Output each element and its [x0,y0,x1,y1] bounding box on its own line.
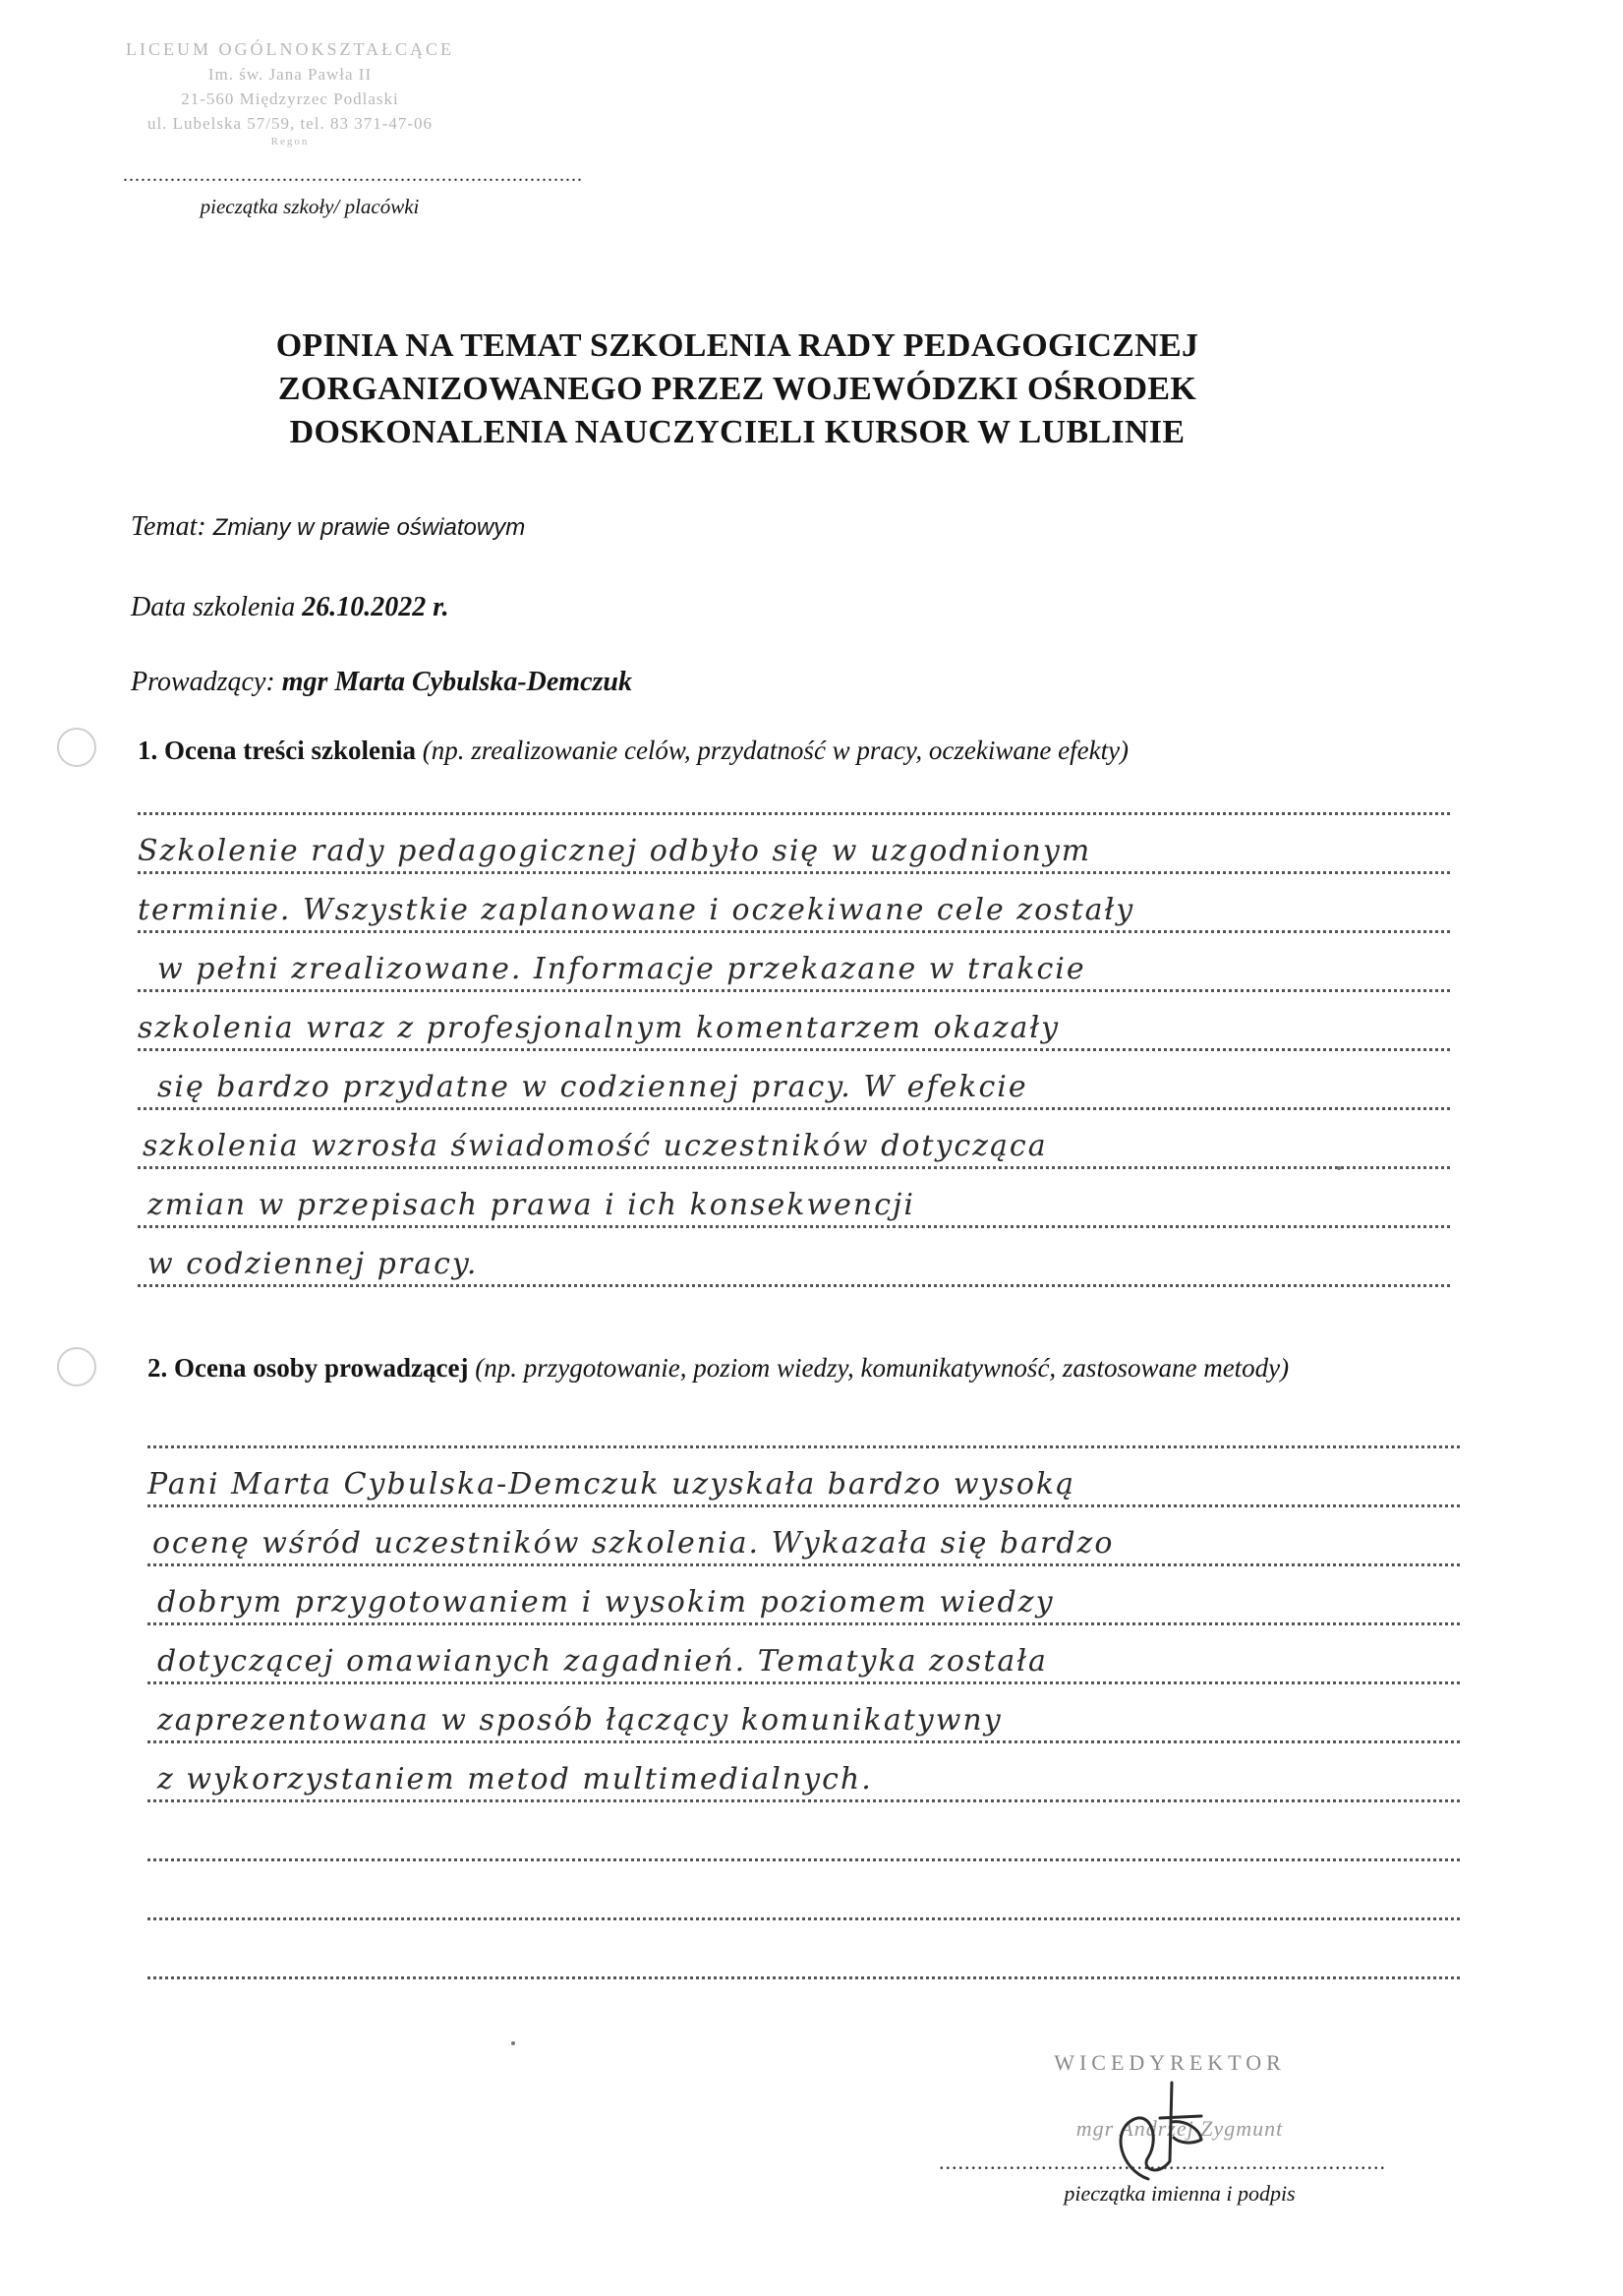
writing-line [147,1976,1460,1979]
school-stamp-line: LICEUM OGÓLNOKSZTAŁCĄCE [125,39,455,59]
section2-title: 2. Ocena osoby prowadzącej [147,1353,469,1383]
writing-line [147,1917,1460,1920]
section1-hint: (np. zrealizowanie celów, przydatność w pracy, oczekiwane efekty) [422,736,1130,765]
writing-line [138,1048,1450,1051]
date-label: Data szkolenia [131,592,296,622]
handwritten-line: dobrym przygotowaniem i wysokim poziomem wiedzy [157,1585,1055,1619]
section1-title: 1. Ocena treści szkolenia [138,736,416,765]
school-stamp-line: Im. św. Jana Pawła II [207,65,373,84]
topic-row [131,511,525,543]
title-line: OPINIA NA TEMAT SZKOLENIA RADY PEDAGOGICZNEJ [275,327,1199,364]
writing-line [138,812,1450,815]
section2-heading [147,1349,1465,1386]
writing-line [138,1107,1450,1110]
writing-line [147,1622,1460,1625]
writing-line [138,989,1450,992]
writing-line [147,1740,1460,1743]
leader-value: mgr Marta Cybulska-Demczuk [281,667,632,697]
writing-line [147,1799,1460,1802]
stamp-name: mgr Andrzej Zygmunt [1075,2116,1284,2141]
handwritten-line: w codziennej pracy. [147,1247,479,1281]
signature-dotted-line: ...................................................................... [939,2149,1386,2174]
writing-line [147,1858,1460,1861]
handwritten-line: szkolenia wzrosła świadomość uczestników dotycząca [143,1129,1048,1163]
handwritten-line: się bardzo przydatne w codziennej pracy. W efekcie [157,1070,1028,1104]
writing-line [138,1225,1450,1228]
section1-heading [138,732,1455,769]
handwritten-line: w pełni zrealizowane. Informacje przekazane w trakcie [157,952,1086,986]
writing-line [138,930,1450,933]
document-title [147,324,1327,454]
writing-line [147,1563,1460,1566]
writing-line [147,1445,1460,1448]
topic-value: Zmiany w prawie oświatowym [212,514,526,541]
handwritten-line: z wykorzystaniem metod multimedialnych. [157,1762,873,1796]
handwritten-line: szkolenia wraz z profesjonalnym komentarzem okazały [138,1011,1061,1045]
school-stamp [93,37,487,147]
ink-dot [511,2041,515,2045]
title-line: ZORGANIZOWANEGO PRZEZ WOJEWÓDZKI OŚRODEK [277,371,1197,407]
writing-line [147,1681,1460,1684]
date-row [131,592,449,623]
handwritten-line: ocenę wśród uczestników szkolenia. Wykazała się bardzo [152,1526,1115,1560]
handwritten-line: Pani Marta Cybulska-Demczuk uzyskała bardzo wysoką [147,1467,1075,1501]
writing-line [138,1284,1450,1287]
date-value: 26.10.2022 r. [302,592,449,622]
handwritten-line: dotyczącej omawianych zagadnień. Tematyka została [157,1644,1048,1678]
stamp-position-title: WICEDYREKTOR [1054,2050,1286,2075]
stamp-caption: pieczątka szkoły/ placówki [200,195,420,218]
handwritten-line: zaprezentowana w sposób łączący komunikatywny [157,1703,1003,1737]
writing-line [138,1166,1450,1169]
writing-line [147,1504,1460,1507]
signature-caption: pieczątka imienna i podpis [1064,2181,1296,2206]
topic-label: Temat: [131,511,206,542]
punch-hole [57,728,96,767]
section2-hint: (np. przygotowanie, poziom wiedzy, komunikatywność, zastosowane metody) [475,1353,1290,1383]
school-stamp-line: Regon [270,136,310,147]
leader-row [131,667,632,698]
title-line: DOSKONALENIA NAUCZYCIELI KURSOR W LUBLINIE [289,414,1186,450]
handwritten-line: zmian w przepisach prawa i ich konsekwencji [147,1188,915,1222]
ink-dot [1337,1166,1341,1170]
school-stamp-line: 21-560 Międzyrzec Podlaski [181,89,399,108]
school-stamp-line: ul. Lubelska 57/59, tel. 83 371-47-06 [146,114,434,133]
punch-hole [57,1347,96,1386]
leader-label: Prowadzący: [131,667,275,697]
handwritten-line: terminie. Wszystkie zaplanowane i oczekiwane cele zostały [138,893,1135,927]
writing-line [138,871,1450,874]
stamp-dotted-line: .............................................................................. [123,164,583,186]
handwritten-line: Szkolenie rady pedagogicznej odbyło się w uzgodnionym [138,834,1092,868]
